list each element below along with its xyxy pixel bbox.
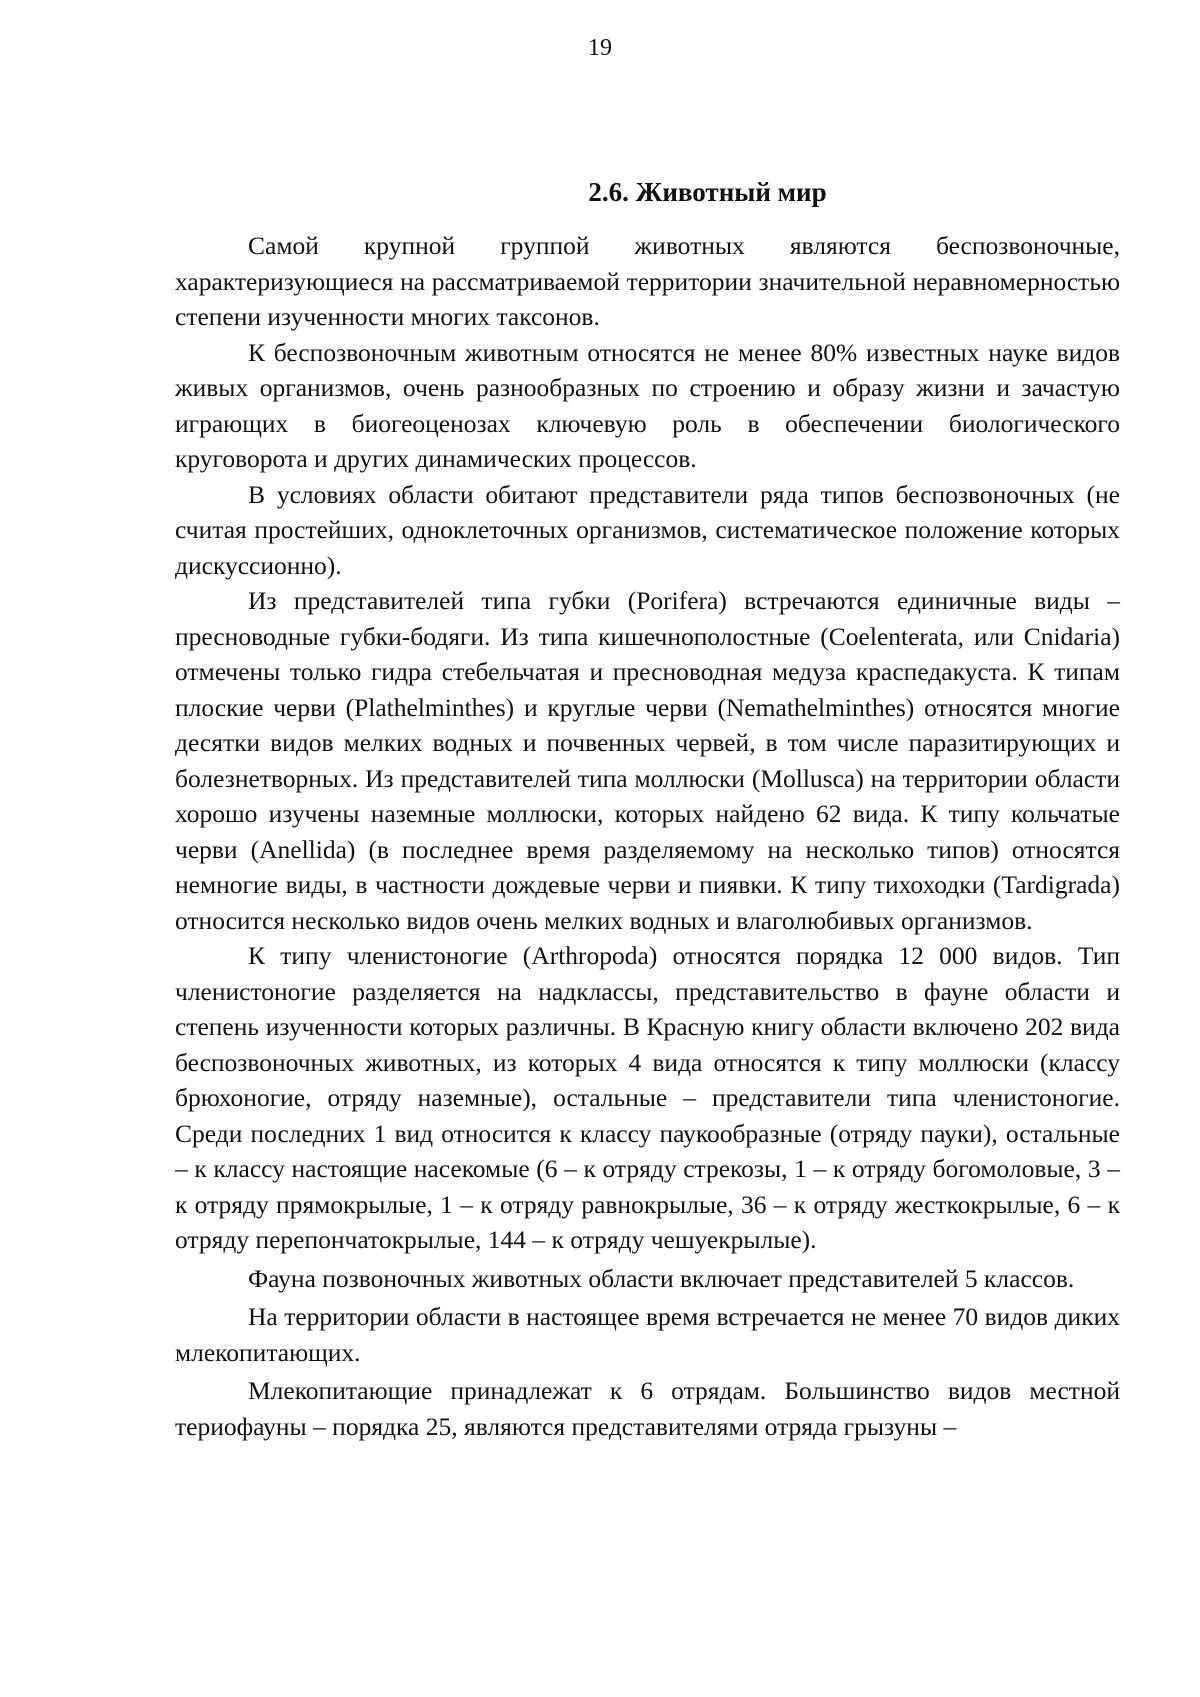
page-number: 19: [588, 35, 612, 61]
body-text: [175, 228, 1120, 1444]
paragraph-invertebrate-types: В условиях области обитают представители ряда типов беспозвоночных (не считая простейших, одноклеточных организмов, систематическое положение которых дискуссионно).: [175, 479, 1120, 580]
section-title: 2.6. Животный мир: [588, 177, 827, 208]
paragraph-invertebrates-intro: Самой крупной группой животных являются беспозвоночные, характеризующиеся на рассматриваемой территории значительной неравномерностью степени изученности многих таксонов.: [175, 231, 1120, 331]
paragraph-vertebrates: Фауна позвоночных животных области включает представителей 5 классов.: [248, 1263, 1075, 1293]
paragraph-mammals-count: На территории области в настоящее время встречается не менее 70 видов диких млекопитающих.: [175, 1302, 1120, 1367]
paragraph-porifera-mollusca: Из представителей типа губки (Porifera) встречаются единичные виды – пресноводные губки-бодяги. Из типа кишечнополостные (Coelenterata, или Cnidaria) отмечены только гидра стебельчатая и пресноводная медуза краспедакуста. К типам плоские черви (Plathelminthes) и круглые черви (Nemathelminthes) относятся многие десятки видов мелких водных и почвенных червей, в том числе паразитирующих и болезнетворных. Из представителей типа моллюски (Mollusca) на территории области хорошо изучены наземные моллюски, которых найдено 62 вида. К типу кольчатые черви (Anellida) (в последнее время разделяемому на несколько типов) относятся немногие виды, в частности дождевые черви и пиявки. К типу тихоходки (Tardigrada) относится несколько видов очень мелких водных и влаголюбивых организмов.: [175, 586, 1120, 935]
paragraph-mammals-orders: Млекопитающие принадлежат к 6 отрядам. Большинство видов местной териофауны – порядка 25, являются представителями отряда грызуны –: [175, 1376, 1120, 1441]
paragraph-arthropoda: К типу членистоногие (Arthropoda) относятся порядка 12 000 видов. Тип членистоногие разделяется на надклассы, представительство в фауне области и степень изученности которых различны. В Красную книгу области включено 202 вида беспозвоночных животных, из которых 4 вида относятся к типу моллюски (классу брюхоногие, отряду наземные), остальные – представители типа членистоногие. Среди последних 1 вид относится к классу паукообразные (отряду пауки), остальные – к классу настоящие насекомые (6 – к отряду стрекозы, 1 – к отряду богомоловые, 3 – к отряду прямокрылые, 1 – к отряду равнокрылые, 36 – к отряду жесткокрылые, 6 – к отряду перепончатокрылые, 144 – к отряду чешуекрылые).: [175, 941, 1120, 1254]
paragraph-invertebrates-share: К беспозвоночным животным относятся не менее 80% известных науке видов живых организмов, очень разнообразных по строению и образу жизни и зачастую играющих в биогеоценозах ключевую роль в обеспечении биологического круговорота и других динамических процессов.: [175, 337, 1120, 473]
